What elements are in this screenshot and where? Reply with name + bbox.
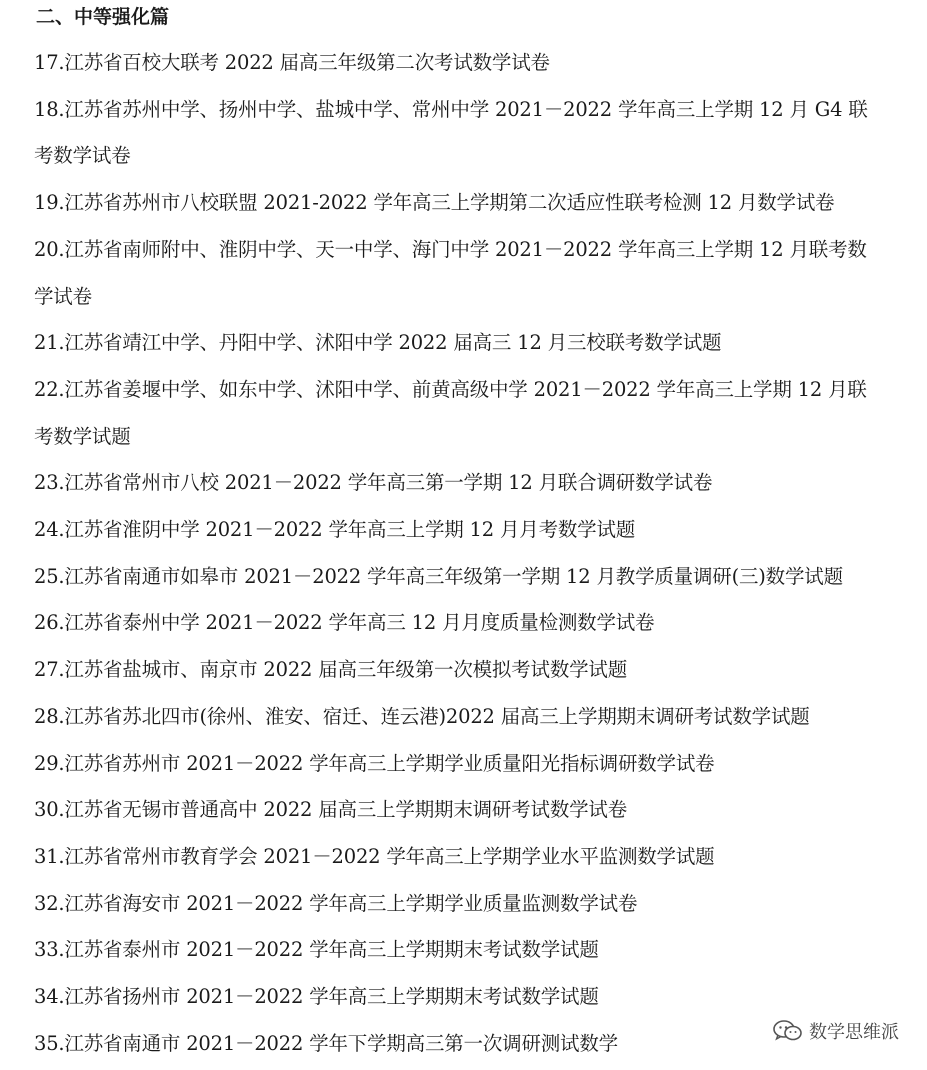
- list-item: 25.江苏省南通市如皋市 2021－2022 学年高三年级第一学期 12 月教学质量调研(三)数学试题: [34, 564, 843, 588]
- list-item: 17.江苏省百校大联考 2022 届高三年级第二次考试数学试卷: [34, 51, 550, 74]
- list-item: 34.江苏省扬州市 2021－2022 学年高三上学期期末考试数学试题: [34, 985, 599, 1009]
- list-item: 31.江苏省常州市教育学会 2021－2022 学年高三上学期学业水平监测数学试题: [34, 844, 715, 868]
- list-item: 22.江苏省姜堰中学、如东中学、沭阳中学、前黄高级中学 2021－2022 学年高三上学期 12 月联考数学试题: [34, 377, 867, 448]
- wechat-icon: [773, 1019, 803, 1043]
- list-item: 21.江苏省靖江中学、丹阳中学、沭阳中学 2022 届高三 12 月三校联考数学试题: [34, 331, 722, 355]
- list-item: 24.江苏省淮阴中学 2021－2022 学年高三上学期 12 月月考数学试题: [34, 518, 636, 542]
- exam-list: [34, 40, 879, 1067]
- list-item: 33.江苏省泰州市 2021－2022 学年高三上学期期末考试数学试题: [34, 938, 599, 962]
- list-item: 20.江苏省南师附中、淮阴中学、天一中学、海门中学 2021－2022 学年高三上学期 12 月联考数学试卷: [34, 237, 867, 308]
- watermark-text: 数学思维派: [809, 1022, 899, 1043]
- list-item: 19.江苏省苏州市八校联盟 2021-2022 学年高三上学期第二次适应性联考检测 12 月数学试卷: [34, 191, 835, 215]
- list-item: 29.江苏省苏州市 2021－2022 学年高三上学期学业质量阳光指标调研数学试卷: [34, 751, 715, 775]
- section-title: 二、中等强化篇: [36, 6, 170, 28]
- list-item: 26.江苏省泰州中学 2021－2022 学年高三 12 月月度质量检测数学试卷: [34, 611, 655, 635]
- list-item: 32.江苏省海安市 2021－2022 学年高三上学期学业质量监测数学试卷: [34, 891, 638, 915]
- list-item: 30.江苏省无锡市普通高中 2022 届高三上学期期末调研考试数学试卷: [34, 798, 628, 822]
- list-item: 18.江苏省苏州中学、扬州中学、盐城中学、常州中学 2021－2022 学年高三上学期 12 月 G4 联考数学试卷: [34, 97, 868, 168]
- list-item: 35.江苏省南通市 2021－2022 学年下学期高三第一次调研测试数学: [34, 1031, 618, 1055]
- list-item: 23.江苏省常州市八校 2021－2022 学年高三第一学期 12 月联合调研数学试卷: [34, 471, 713, 495]
- list-item: 27.江苏省盐城市、南京市 2022 届高三年级第一次模拟考试数学试题: [34, 658, 628, 682]
- list-item: 28.江苏省苏北四市(徐州、淮安、宿迁、连云港)2022 届高三上学期期末调研考试数学试题: [34, 704, 810, 728]
- watermark: [773, 1018, 899, 1044]
